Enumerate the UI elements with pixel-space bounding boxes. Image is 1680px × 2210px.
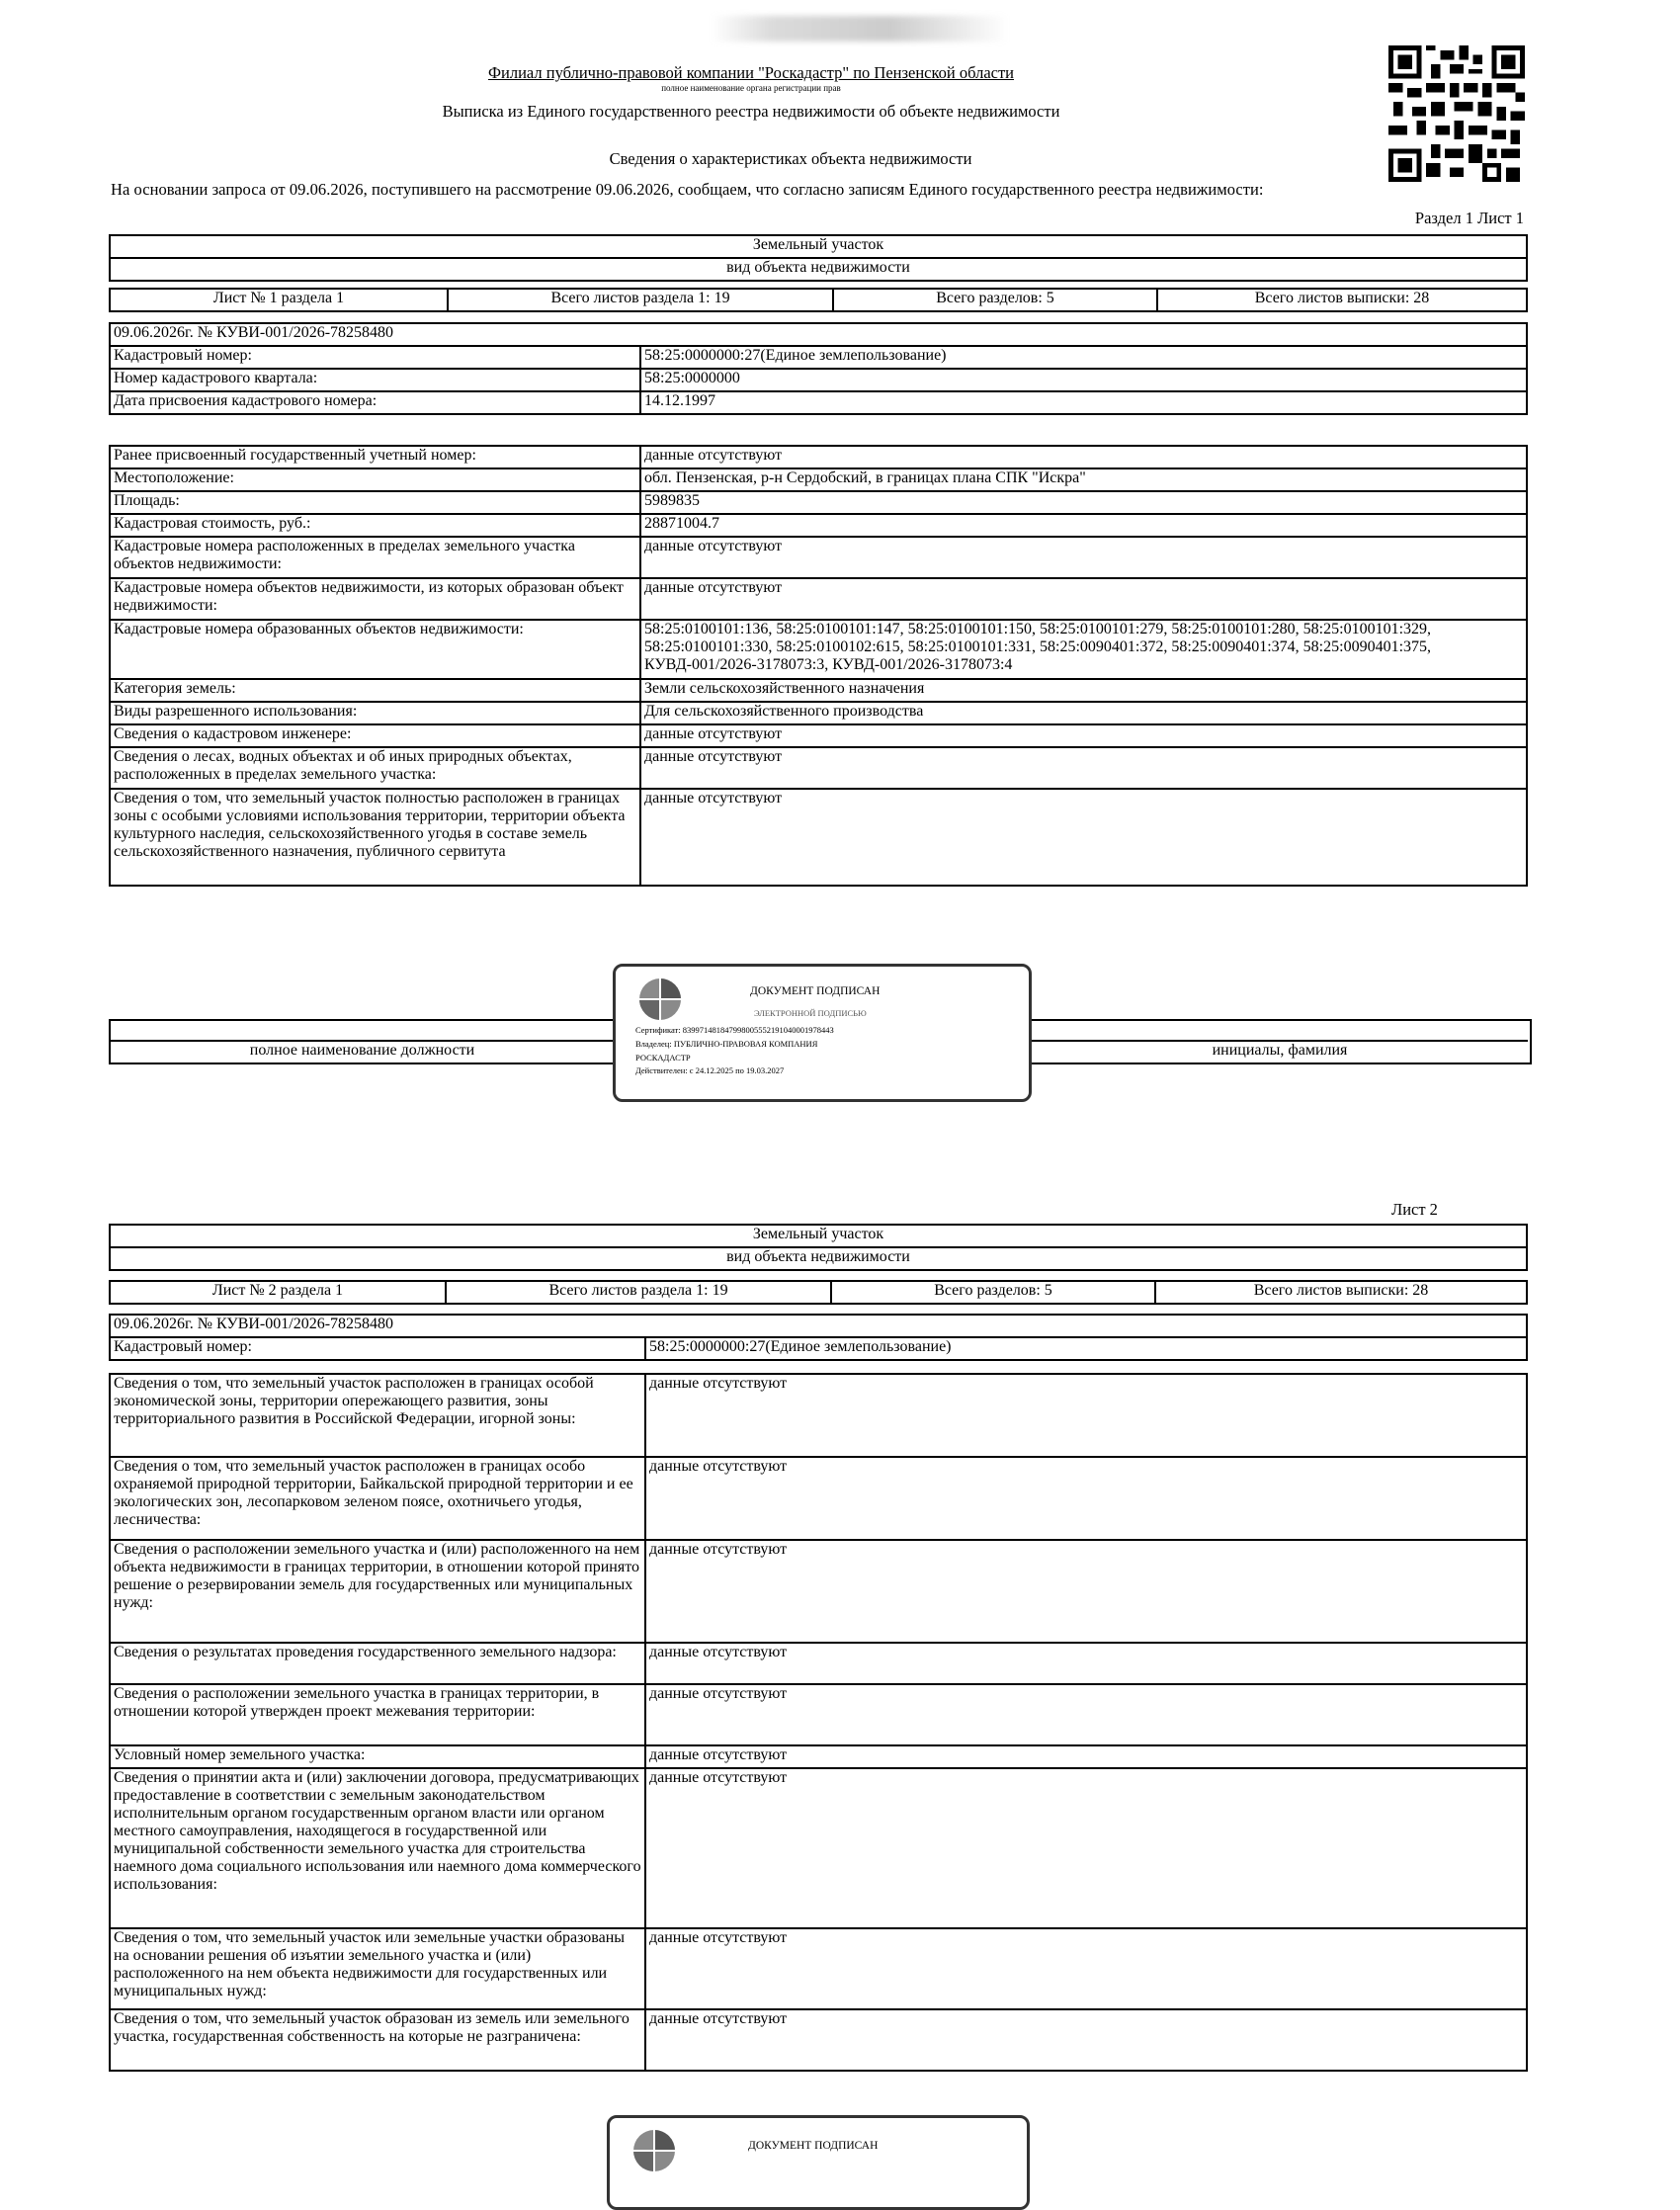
total-sections: Всего разделов: 5: [831, 1281, 1155, 1304]
blurred-header-mark: [712, 16, 1008, 42]
stamp-subtitle: ЭЛЕКТРОННОЙ ПОДПИСЬЮ: [754, 1008, 867, 1018]
org-name-caption: полное наименование органа регистрации прав: [661, 83, 841, 93]
field-value: данные отсутствуют: [645, 1643, 1527, 1684]
sheet-number: Лист № 2 раздела 1: [110, 1281, 446, 1304]
field-value: данные отсутствуют: [640, 537, 1527, 578]
characteristics-table-2: [109, 1373, 1528, 2072]
field-label: Кадастровые номера объектов недвижимости, из которых образован объект недвижимости:: [110, 578, 640, 620]
section-sheet-ref: Раздел 1 Лист 1: [1414, 209, 1524, 227]
total-sheets-section: Всего листов раздела 1: 19: [446, 1281, 831, 1304]
field-value: 5989835: [640, 491, 1527, 514]
field-value: данные отсутствуют: [645, 1374, 1527, 1457]
field-value: данные отсутствуют: [640, 747, 1527, 789]
field-value: Для сельскохозяйственного производства: [640, 702, 1527, 724]
sheet-number: Лист № 1 раздела 1: [110, 289, 448, 311]
object-type-caption: вид объекта недвижимости: [110, 258, 1527, 281]
org-name: Филиал публично-правовой компании "Роскадастр" по Пензенской области: [487, 63, 1015, 82]
cadastral-block-2: [109, 1314, 1528, 1361]
emblem-icon: [637, 977, 683, 1022]
field-value: 28871004.7: [640, 514, 1527, 537]
field-label: Сведения о результатах проведения государственного земельного надзора:: [110, 1643, 645, 1684]
field-value: данные отсутствуют: [645, 1684, 1527, 1745]
stamp-owner: Владелец: ПУБЛИЧНО-ПРАВОВАЯ КОМПАНИЯ: [635, 1039, 818, 1049]
field-value: данные отсутствуют: [645, 1457, 1527, 1540]
field-value: 58:25:0100101:136, 58:25:0100101:147, 58:25:0100101:150, 58:25:0100101:279, 58:25:0100101:280, 58:25:0100101:329, 58:25:0100101:330, 58:25:0100102:615, 58:25:0100101:331, 58:25:0090401:372, 58:25:0090401:374, 58:25:0090401:375, КУВД-001/2026-3178073:3, КУВД-001/2026-3178073:4: [640, 620, 1527, 679]
basis-text: На основании запроса от 09.06.2026, поступившего на рассмотрение 09.06.2026, сообщаем, что согласно записям Единого государственного реестра недвижимости:: [111, 180, 1264, 199]
stamp-owner-name: РОСКАДАСТР: [635, 1053, 691, 1062]
field-label: Ранее присвоенный государственный учетный номер:: [110, 446, 640, 468]
field-label: Сведения о принятии акта и (или) заключении договора, предусматривающих предоставление в соответствии с земельным законодательством исполнительным органом государственным органом власти или органом местного самоуправления, находящегося в государственной или муниципальной собственности земельного участка для строительства наемного дома социального использования или наемного дома коммерческого использования:: [110, 1768, 645, 1928]
stamp-title: ДОКУМЕНТ ПОДПИСАН: [750, 985, 881, 997]
field-value: данные отсутствуют: [640, 578, 1527, 620]
e-signature-stamp: [613, 964, 1032, 1102]
e-signature-stamp-2: [607, 2115, 1030, 2210]
field-label: Кадастровая стоимость, руб.:: [110, 514, 640, 537]
field-value: данные отсутствуют: [640, 446, 1527, 468]
object-type-table-2: [109, 1224, 1528, 1271]
total-sheets-section: Всего листов раздела 1: 19: [448, 289, 833, 311]
total-sheets: Всего листов выписки: 28: [1155, 1281, 1527, 1304]
field-label: Сведения о том, что земельный участок или земельные участки образованы на основании решения об изъятии земельного участка и (или) расположенного на нем объекта недвижимости для государственных или муниципальных нужд:: [110, 1928, 645, 2009]
field-value: Земли сельскохозяйственного назначения: [640, 679, 1527, 702]
field-label: Кадастровые номера расположенных в пределах земельного участка объектов недвижимости:: [110, 537, 640, 578]
cadastral-block-1: [109, 322, 1528, 415]
field-label: Кадастровые номера образованных объектов недвижимости:: [110, 620, 640, 679]
stamp-validity: Действителен: с 24.12.2025 по 19.03.2027: [635, 1065, 785, 1075]
field-label: Сведения о кадастровом инженере:: [110, 724, 640, 747]
field-label: Кадастровый номер:: [110, 1337, 645, 1360]
document-number: 09.06.2026г. № КУВИ-001/2026-78258480: [110, 1315, 1527, 1337]
field-label: Кадастровый номер:: [110, 346, 640, 369]
field-value: 58:25:0000000:27(Единое землепользование): [645, 1337, 1527, 1360]
field-label: Сведения о том, что земельный участок расположен в границах особо охраняемой природной территории, Байкальской природной территории и ее экологических зон, лесопарковом зеленом поясе, охотничьего угодья, лесничества:: [110, 1457, 645, 1540]
sheet-2-ref: Лист 2: [1391, 1200, 1438, 1219]
field-label: Сведения о расположении земельного участка в границах территории, в отношении которой утвержден проект межевания территории:: [110, 1684, 645, 1745]
field-value: обл. Пензенская, р-н Сердобский, в границах плана СПК "Искра": [640, 468, 1527, 491]
field-label: Сведения о том, что земельный участок образован из земель или земельного участка, государственная собственность на которые не разграничена:: [110, 2009, 645, 2071]
object-type: Земельный участок: [110, 1225, 1527, 1247]
field-value: 58:25:0000000: [640, 369, 1527, 391]
field-label: Площадь:: [110, 491, 640, 514]
total-sections: Всего разделов: 5: [833, 289, 1157, 311]
field-label: Виды разрешенного использования:: [110, 702, 640, 724]
field-label: Сведения о расположении земельного участка и (или) расположенного на нем объекта недвижимости в границах территории, в отношении которой принято решение о резервировании земель для государственных или муниципальных нужд:: [110, 1540, 645, 1643]
total-sheets: Всего листов выписки: 28: [1157, 289, 1527, 311]
field-value: данные отсутствуют: [645, 1745, 1527, 1768]
field-label: Номер кадастрового квартала:: [110, 369, 640, 391]
position-caption: полное наименование должности: [249, 1042, 475, 1059]
field-label: Дата присвоения кадастрового номера:: [110, 391, 640, 414]
object-type-table-1: [109, 234, 1528, 282]
stamp-certificate: Сертификат: 83997148184799800555219104000197844З: [635, 1025, 834, 1035]
field-value: 14.12.1997: [640, 391, 1527, 414]
field-value: данные отсутствуют: [645, 1540, 1527, 1643]
field-value: данные отсутствуют: [645, 1928, 1527, 2009]
field-label: Сведения о лесах, водных объектах и об иных природных объектах, расположенных в пределах земельного участка:: [110, 747, 640, 789]
field-value: данные отсутствуют: [640, 724, 1527, 747]
document-subtitle: Сведения о характеристиках объекта недвижимости: [609, 149, 972, 168]
document-number: 09.06.2026г. № КУВИ-001/2026-78258480: [110, 323, 1527, 346]
object-type: Земельный участок: [110, 235, 1527, 258]
field-label: Сведения о том, что земельный участок расположен в границах особой экономической зоны, территории опережающего развития, зоны территориального развития в Российской Федерации, игорной зоны:: [110, 1374, 645, 1457]
sheet-counters-1: [109, 288, 1528, 312]
field-label: Условный номер земельного участка:: [110, 1745, 645, 1768]
field-value: данные отсутствуют: [645, 1768, 1527, 1928]
stamp-title: ДОКУМЕНТ ПОДПИСАН: [748, 2140, 879, 2152]
sheet-counters-2: [109, 1280, 1528, 1305]
field-value: 58:25:0000000:27(Единое землепользование): [640, 346, 1527, 369]
qr-code-icon: [1388, 45, 1525, 182]
characteristics-table-1: [109, 445, 1528, 887]
field-value: данные отсутствуют: [645, 2009, 1527, 2071]
field-value: данные отсутствуют: [640, 789, 1527, 886]
field-label: Категория земель:: [110, 679, 640, 702]
object-type-caption: вид объекта недвижимости: [110, 1247, 1527, 1270]
document-title: Выписка из Единого государственного реестра недвижимости об объекте недвижимости: [442, 102, 1060, 121]
name-caption: инициалы, фамилия: [1212, 1042, 1348, 1059]
emblem-icon: [631, 2128, 677, 2173]
field-label: Сведения о том, что земельный участок полностью расположен в границах зоны с особыми условиями использования территории, территории объекта культурного наследия, сельскохозяйственного угодья в составе земель сельскохозяйственного назначения, публичного сервитута: [110, 789, 640, 886]
field-label: Местоположение:: [110, 468, 640, 491]
